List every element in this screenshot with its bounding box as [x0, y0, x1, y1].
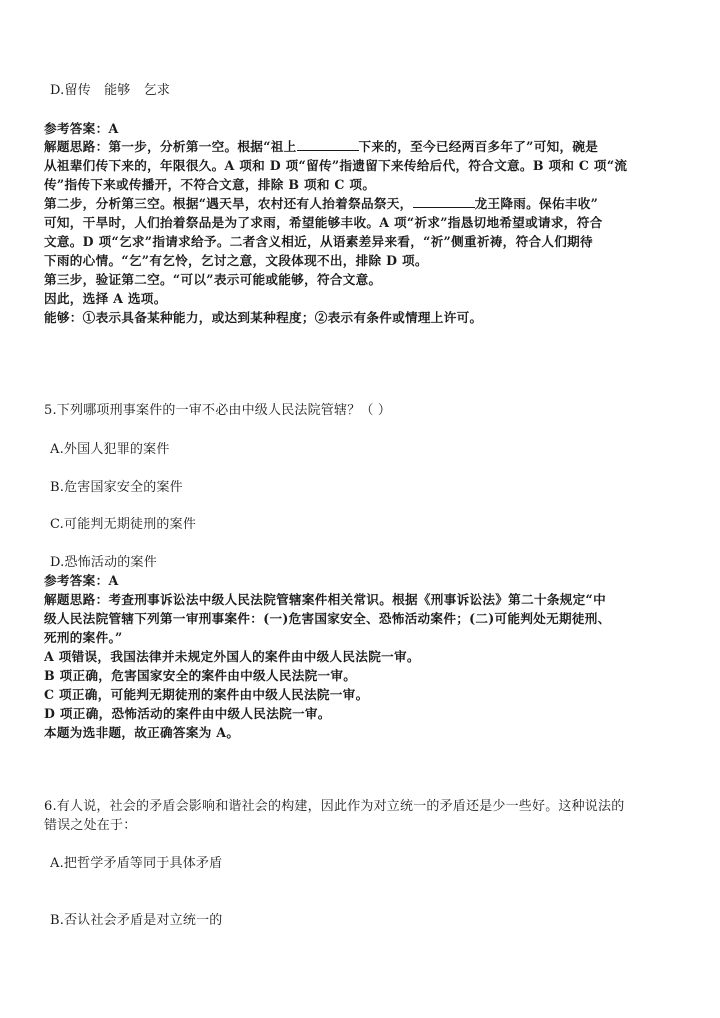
- q6-question-line-1: 6.有人说，社会的矛盾会影响和谐社会的构建，因此作为对立统一的矛盾还是少一些好。这种说法的: [44, 799, 625, 814]
- q4-option-d: D.留传 能够 乞求: [50, 83, 171, 98]
- q4-analysis-line-4: [44, 195, 598, 213]
- q5-option-a: A.外国人犯罪的案件: [50, 442, 170, 457]
- q5-analysis-line-8: 本题为选非题，故正确答案为 A。: [44, 725, 240, 740]
- q4-analysis-line-10: 能够：①表示具备某种能力，或达到某种程度；②表示有条件或情理上许可。: [44, 310, 483, 325]
- q4-analysis-line-6: 文意。D 项“乞求”指请求给予。二者含义相近，从语素差异来看，“祈”侧重祈祷，符合人们期待: [44, 234, 593, 249]
- q5-option-d: D.恐怖活动的案件: [50, 555, 157, 570]
- q6-option-b: B.否认社会矛盾是对立统一的: [50, 913, 223, 928]
- q4-analysis-line-3: 传”指传下来或传播开，不符合文意，排除 B 项和 C 项。: [44, 177, 376, 192]
- q5-analysis-line-5: B 项正确，危害国家安全的案件由中级人民法院一审。: [44, 668, 357, 683]
- fill-blank: [297, 138, 359, 151]
- q4-analysis-line-5: 可知，干旱时，人们抬着祭品是为了求雨，希望能够丰收。A 项“祈求”指恳切地希望或请求，符合: [44, 215, 603, 230]
- q4-analysis-line-8: 第三步，验证第二空。“可以”表示可能或能够，符合文意。: [44, 272, 382, 287]
- q4-analysis-line-4-before: 第二步，分析第三空。根据“遇天旱，农村还有人抬着祭品祭天，: [44, 196, 413, 211]
- q4-analysis-line-2: 从祖辈们传下来的，年限很久。A 项和 D 项“留传”指遗留下来传给后代，符合文意。B 项和 C 项“流: [44, 158, 628, 173]
- q5-option-c: C.可能判无期徒刑的案件: [50, 517, 197, 532]
- fill-blank: [413, 195, 475, 208]
- q5-analysis-line-3: 死刑的案件。”: [44, 630, 123, 645]
- q5-option-b: B.危害国家安全的案件: [50, 480, 183, 495]
- q4-analysis-line-1-after: 下来的，至今已经两百多年了”可知，碗是: [358, 139, 599, 154]
- q5-analysis-line-1: 解题思路：考查刑事诉讼法中级人民法院管辖案件相关常识。根据《刑事诉讼法》第二十条规定“中: [44, 592, 606, 607]
- q6-option-a: A.把哲学矛盾等同于具体矛盾: [50, 856, 223, 871]
- q5-analysis-line-6: C 项正确，可能判无期徒刑的案件由中级人民法院一审。: [44, 687, 369, 702]
- q4-analysis-line-4-after: 龙王降雨。保佑丰收”: [474, 196, 599, 211]
- q5-question: 5.下列哪项刑事案件的一审不必由中级人民法院管辖？（ ）: [44, 403, 392, 418]
- q4-analysis-line-9: 因此，选择 A 选项。: [44, 291, 167, 306]
- q4-analysis-line-1: [44, 138, 598, 156]
- q4-analysis-line-1-before: 解题思路：第一步，分析第一空。根据“祖上: [44, 139, 297, 154]
- q4-analysis-line-7: 下雨的心情。“乞”有乞怜，乞讨之意，文段体现不出，排除 D 项。: [44, 253, 428, 268]
- q4-answer: 参考答案：A: [44, 121, 119, 136]
- q5-analysis-line-4: A 项错误，我国法律并未规定外国人的案件由中级人民法院一审。: [44, 649, 420, 664]
- q5-answer: 参考答案：A: [44, 573, 119, 588]
- q5-analysis-line-7: D 项正确，恐怖活动的案件由中级人民法院一审。: [44, 706, 331, 721]
- q6-question-line-2: 错误之处在于：: [44, 818, 137, 833]
- q5-analysis-line-2: 级人民法院管辖下列第一审刑事案件：(一)危害国家安全、恐怖活动案件；(二)可能判处无期徒刑、: [44, 611, 611, 626]
